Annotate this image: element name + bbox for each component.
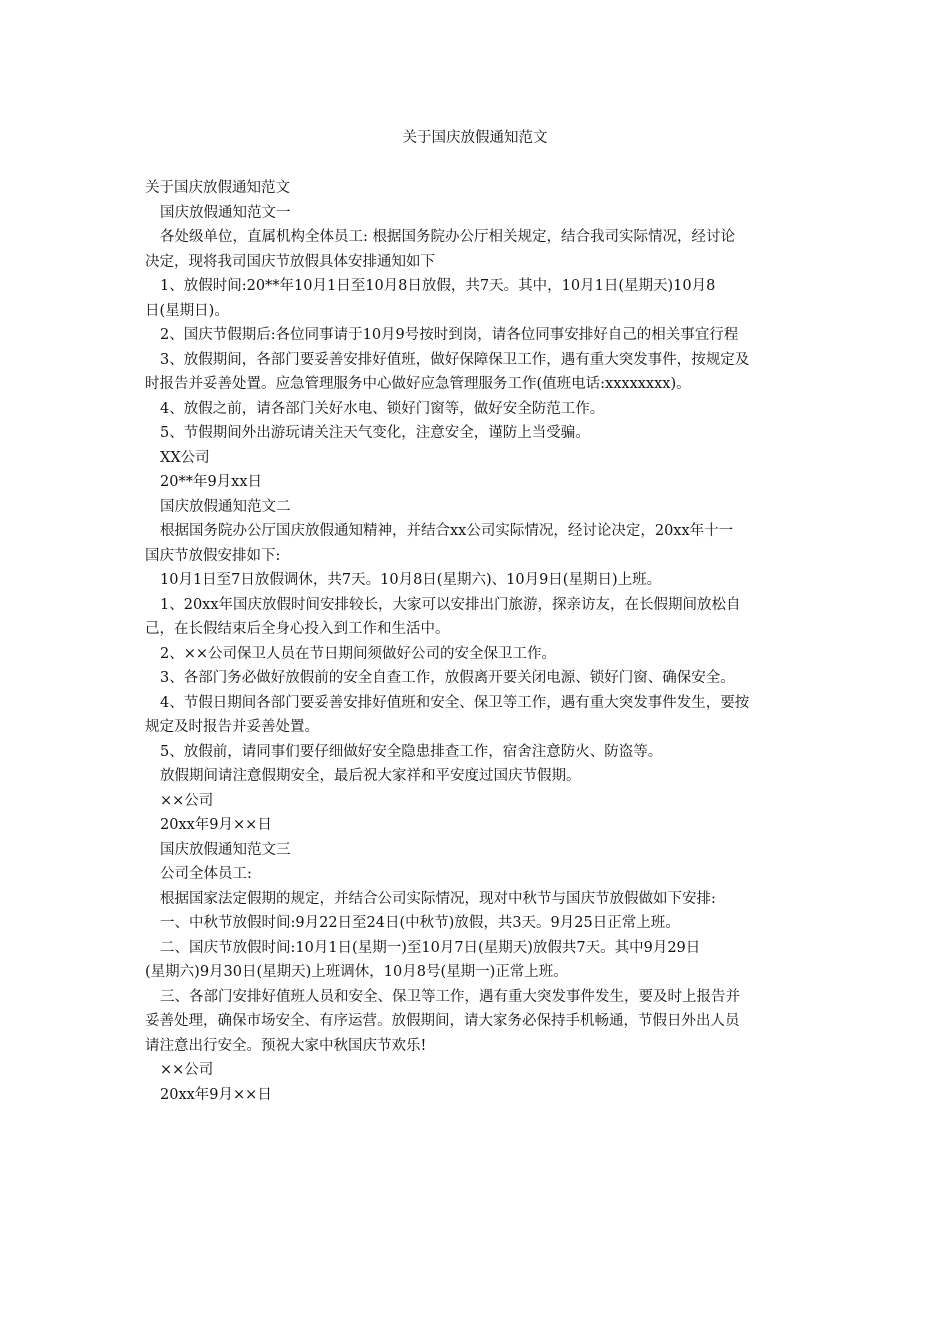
sample2-item3: 3、各部门务必做好放假前的安全自查工作，放假离开要关闭电源、锁好门窗、确保安全。 xyxy=(160,670,735,686)
sample1-item3-line2: 时报告并妥善处置。应急管理服务中心做好应急管理服务工作(值班电话:xxxxxxxx)。 xyxy=(145,376,691,392)
sample2-item1-line2: 己，在长假结束后全身心投入到工作和生活中。 xyxy=(145,621,450,637)
sample3-item3-line1: 三、各部门安排好值班人员和安全、保卫等工作，遇有重大突发事件发生，要及时上报告并 xyxy=(160,988,740,1005)
sample3-item3-line2: 妥善处理，确保市场安全、有序运营。放假期间，请大家务必保持手机畅通，节假日外出人员 xyxy=(145,1013,740,1029)
sample3-heading: 国庆放假通知范文三 xyxy=(160,841,291,858)
sample3-item2-line2: (星期六)9月30日(星期天)上班调休，10月8号(星期一)正常上班。 xyxy=(145,964,568,980)
sample1-date: 20**年9月xx日 xyxy=(160,474,263,490)
sample1-item5: 5、节假期间外出游玩请关注天气变化，注意安全，谨防上当受骗。 xyxy=(160,425,590,441)
sample1-salutation-line2: 决定，现将我司国庆节放假具体安排通知如下 xyxy=(145,253,435,270)
sample3-salutation: 公司全体员工: xyxy=(160,866,252,882)
sample1-item2: 2、国庆节假期后:各位同事请于10月9号按时到岗，请各位同事安排好自己的相关事宜行程 xyxy=(160,327,739,343)
sample1-salutation-line1: 各处级单位，直属机构全体员工: 根据国务院办公厅相关规定，结合我司实际情况，经讨论 xyxy=(160,229,735,245)
sample3-signature: ××公司 xyxy=(160,1062,214,1078)
sample2-item4-line2: 规定及时报告并妥善处置。 xyxy=(145,719,319,735)
sample2-intro-line2: 国庆节放假安排如下: xyxy=(145,547,281,564)
sample2-date: 20xx年9月××日 xyxy=(160,817,272,833)
sample1-item1-line2: 日(星期日)。 xyxy=(145,302,229,319)
sample2-item1-line1: 1、20xx年国庆放假时间安排较长，大家可以安排出门旅游，探亲访友，在长假期间放松自 xyxy=(160,596,741,613)
document-title: 关于国庆放假通知范文 xyxy=(402,130,548,146)
sample2-signature: ××公司 xyxy=(160,792,214,809)
sample2-schedule: 10月1日至7日放假调休，共7天。10月8日(星期六)、10月9日(星期日)上班。 xyxy=(160,572,662,588)
sample2-closing: 放假期间请注意假期安全，最后祝大家祥和平安度过国庆节假期。 xyxy=(160,768,581,784)
sample1-heading: 国庆放假通知范文一 xyxy=(160,204,291,221)
sample2-item5: 5、放假前，请同事们要仔细做好安全隐患排查工作，宿舍注意防火、防盗等。 xyxy=(160,743,663,760)
sample1-signature: XX公司 xyxy=(160,449,210,466)
sample3-item1: 一、中秋节放假时间:9月22日至24日(中秋节)放假，共3天。9月25日正常上班。 xyxy=(160,915,680,931)
sample2-item2: 2、××公司保卫人员在节日期间须做好公司的安全保卫工作。 xyxy=(160,645,557,662)
sample1-item3-line1: 3、放假期间，各部门要妥善安排好值班，做好保障保卫工作，遇有重大突发事件，按规定及 xyxy=(160,351,750,368)
document-body xyxy=(145,176,813,1107)
sample3-date: 20xx年9月××日 xyxy=(160,1086,272,1103)
sample2-intro-line1: 根据国务院办公厅国庆放假通知精神，并结合xx公司实际情况，经讨论决定，20xx年十一 xyxy=(160,523,734,539)
sample1-item1-line1: 1、放假时间:20**年10月1日至10月8日放假，共7天。其中，10月1日(星期天)10月8 xyxy=(160,278,716,294)
sample1-item4: 4、放假之前，请各部门关好水电、锁好门窗等，做好安全防范工作。 xyxy=(160,400,605,417)
sample3-item3-line3: 请注意出行安全。预祝大家中秋国庆节欢乐! xyxy=(145,1037,427,1054)
sample3-item2-line1: 二、国庆节放假时间:10月1日(星期一)至10月7日(星期天)放假共7天。其中9月29日 xyxy=(160,939,701,956)
document-heading: 关于国庆放假通知范文 xyxy=(145,180,290,196)
sample2-item4-line1: 4、节假日期间各部门要妥善安排好值班和安全、保卫等工作，遇有重大突发事件发生，要按 xyxy=(160,694,750,711)
sample2-heading: 国庆放假通知范文二 xyxy=(160,498,291,515)
sample3-intro: 根据国家法定假期的规定，并结合公司实际情况，现对中秋节与国庆节放假做如下安排: xyxy=(160,890,716,907)
